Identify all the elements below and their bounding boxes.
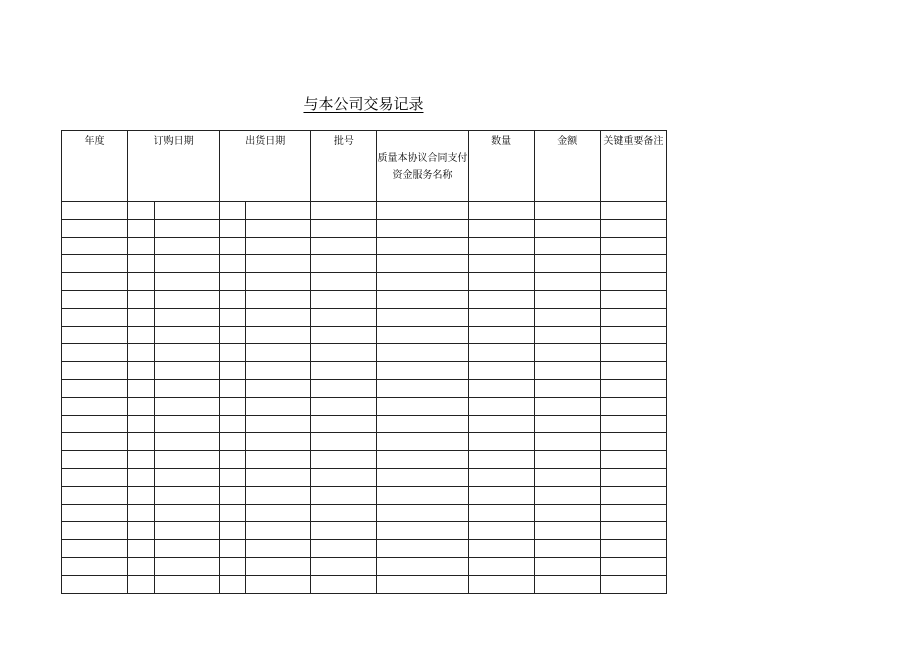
cell-batch-no [311, 219, 377, 237]
cell-order-date-b [155, 415, 220, 433]
cell-remarks [600, 202, 666, 220]
cell-quantity [468, 273, 534, 291]
cell-quantity [468, 237, 534, 255]
table-row [62, 522, 667, 540]
cell-ship-date-b [246, 379, 311, 397]
document-title [0, 95, 727, 113]
table-row [62, 344, 667, 362]
cell-batch-no [311, 290, 377, 308]
table-row [62, 451, 667, 469]
cell-name [377, 290, 468, 308]
header-ship-date-label: 出货日期 [245, 136, 286, 147]
cell-order-date-a [128, 219, 155, 237]
cell-year [62, 273, 128, 291]
cell-name [377, 202, 468, 220]
cell-ship-date-b [246, 415, 311, 433]
cell-ship-date-a [220, 326, 246, 344]
table-row [62, 397, 667, 415]
cell-order-date-b [155, 575, 220, 593]
cell-order-date-b [155, 504, 220, 522]
table-row [62, 379, 667, 397]
cell-ship-date-b [246, 237, 311, 255]
cell-remarks [600, 522, 666, 540]
cell-order-date-b [155, 237, 220, 255]
cell-amount [534, 522, 600, 540]
cell-year [62, 433, 128, 451]
cell-order-date-b [155, 540, 220, 558]
cell-amount [534, 451, 600, 469]
cell-batch-no [311, 379, 377, 397]
cell-quantity [468, 557, 534, 575]
table-row [62, 290, 667, 308]
cell-quantity [468, 397, 534, 415]
cell-order-date-b [155, 522, 220, 540]
table-row [62, 326, 667, 344]
header-ship-date [220, 131, 311, 202]
cell-ship-date-a [220, 397, 246, 415]
header-batch-no-label: 批号 [333, 136, 354, 147]
cell-name [377, 415, 468, 433]
header-year [62, 131, 128, 202]
cell-order-date-a [128, 486, 155, 504]
cell-year [62, 379, 128, 397]
table-row [62, 468, 667, 486]
cell-quantity [468, 202, 534, 220]
cell-name [377, 237, 468, 255]
cell-order-date-a [128, 468, 155, 486]
cell-order-date-a [128, 522, 155, 540]
cell-order-date-a [128, 557, 155, 575]
cell-quantity [468, 575, 534, 593]
cell-remarks [600, 308, 666, 326]
cell-ship-date-b [246, 273, 311, 291]
table-row [62, 202, 667, 220]
cell-order-date-b [155, 308, 220, 326]
cell-order-date-a [128, 451, 155, 469]
cell-year [62, 468, 128, 486]
cell-order-date-a [128, 540, 155, 558]
cell-quantity [468, 504, 534, 522]
table-row [62, 237, 667, 255]
cell-order-date-a [128, 308, 155, 326]
cell-order-date-b [155, 486, 220, 504]
cell-remarks [600, 433, 666, 451]
table-row [62, 415, 667, 433]
cell-year [62, 290, 128, 308]
cell-batch-no [311, 433, 377, 451]
cell-ship-date-b [246, 486, 311, 504]
cell-year [62, 540, 128, 558]
cell-order-date-b [155, 379, 220, 397]
cell-order-date-a [128, 237, 155, 255]
cell-remarks [600, 273, 666, 291]
cell-ship-date-a [220, 540, 246, 558]
cell-order-date-b [155, 397, 220, 415]
cell-batch-no [311, 540, 377, 558]
cell-batch-no [311, 557, 377, 575]
header-name-label: 质量本协议合同支付资金服务名称 [377, 153, 468, 181]
cell-batch-no [311, 344, 377, 362]
cell-name [377, 468, 468, 486]
cell-ship-date-a [220, 237, 246, 255]
cell-amount [534, 273, 600, 291]
cell-year [62, 219, 128, 237]
cell-batch-no [311, 237, 377, 255]
table-row [62, 504, 667, 522]
cell-ship-date-a [220, 486, 246, 504]
cell-amount [534, 379, 600, 397]
cell-quantity [468, 290, 534, 308]
cell-quantity [468, 255, 534, 273]
cell-ship-date-b [246, 344, 311, 362]
table-row [62, 273, 667, 291]
cell-batch-no [311, 522, 377, 540]
cell-remarks [600, 468, 666, 486]
cell-name [377, 522, 468, 540]
table-row [62, 255, 667, 273]
cell-year [62, 522, 128, 540]
cell-batch-no [311, 326, 377, 344]
cell-ship-date-b [246, 255, 311, 273]
cell-quantity [468, 451, 534, 469]
cell-ship-date-b [246, 540, 311, 558]
cell-order-date-a [128, 202, 155, 220]
cell-order-date-a [128, 504, 155, 522]
cell-order-date-a [128, 415, 155, 433]
cell-quantity [468, 522, 534, 540]
cell-name [377, 326, 468, 344]
cell-order-date-b [155, 290, 220, 308]
cell-ship-date-a [220, 290, 246, 308]
cell-amount [534, 255, 600, 273]
cell-order-date-a [128, 362, 155, 380]
cell-batch-no [311, 362, 377, 380]
cell-amount [534, 575, 600, 593]
cell-batch-no [311, 273, 377, 291]
cell-name [377, 575, 468, 593]
cell-batch-no [311, 397, 377, 415]
header-amount-label: 金额 [557, 136, 578, 147]
cell-order-date-a [128, 575, 155, 593]
cell-quantity [468, 362, 534, 380]
cell-quantity [468, 486, 534, 504]
cell-ship-date-a [220, 433, 246, 451]
cell-name [377, 308, 468, 326]
cell-remarks [600, 255, 666, 273]
cell-amount [534, 504, 600, 522]
cell-quantity [468, 308, 534, 326]
cell-ship-date-a [220, 415, 246, 433]
cell-amount [534, 290, 600, 308]
cell-remarks [600, 504, 666, 522]
cell-name [377, 273, 468, 291]
cell-name [377, 557, 468, 575]
header-quantity-label: 数量 [491, 136, 512, 147]
cell-ship-date-a [220, 468, 246, 486]
cell-remarks [600, 415, 666, 433]
cell-ship-date-b [246, 397, 311, 415]
cell-name [377, 255, 468, 273]
table-body [62, 202, 667, 594]
cell-order-date-b [155, 219, 220, 237]
cell-ship-date-a [220, 451, 246, 469]
cell-year [62, 504, 128, 522]
cell-order-date-a [128, 273, 155, 291]
cell-year [62, 575, 128, 593]
cell-quantity [468, 540, 534, 558]
cell-amount [534, 326, 600, 344]
cell-amount [534, 202, 600, 220]
table-row [62, 219, 667, 237]
cell-ship-date-a [220, 255, 246, 273]
cell-ship-date-a [220, 522, 246, 540]
cell-year [62, 237, 128, 255]
header-order-date-label: 订购日期 [153, 136, 194, 147]
cell-ship-date-a [220, 504, 246, 522]
cell-quantity [468, 468, 534, 486]
cell-ship-date-a [220, 362, 246, 380]
cell-amount [534, 468, 600, 486]
cell-remarks [600, 290, 666, 308]
header-amount [534, 131, 600, 202]
cell-name [377, 433, 468, 451]
cell-year [62, 202, 128, 220]
cell-order-date-a [128, 290, 155, 308]
cell-remarks [600, 379, 666, 397]
cell-year [62, 486, 128, 504]
cell-order-date-b [155, 344, 220, 362]
cell-order-date-b [155, 362, 220, 380]
cell-year [62, 557, 128, 575]
cell-amount [534, 219, 600, 237]
cell-ship-date-a [220, 557, 246, 575]
cell-ship-date-b [246, 468, 311, 486]
cell-name [377, 379, 468, 397]
cell-order-date-b [155, 557, 220, 575]
header-year-label: 年度 [84, 136, 105, 147]
cell-order-date-a [128, 326, 155, 344]
cell-amount [534, 237, 600, 255]
cell-order-date-b [155, 273, 220, 291]
header-batch-no [311, 131, 377, 202]
cell-amount [534, 540, 600, 558]
cell-name [377, 540, 468, 558]
header-row [62, 131, 667, 202]
cell-order-date-a [128, 397, 155, 415]
cell-name [377, 504, 468, 522]
cell-ship-date-a [220, 308, 246, 326]
header-quantity [468, 131, 534, 202]
cell-year [62, 397, 128, 415]
cell-quantity [468, 415, 534, 433]
cell-remarks [600, 237, 666, 255]
cell-year [62, 255, 128, 273]
table-row [62, 486, 667, 504]
cell-remarks [600, 397, 666, 415]
cell-name [377, 486, 468, 504]
cell-ship-date-b [246, 557, 311, 575]
cell-order-date-b [155, 326, 220, 344]
cell-ship-date-a [220, 344, 246, 362]
cell-order-date-b [155, 255, 220, 273]
cell-batch-no [311, 202, 377, 220]
cell-ship-date-b [246, 433, 311, 451]
cell-ship-date-b [246, 575, 311, 593]
cell-name [377, 219, 468, 237]
cell-order-date-a [128, 379, 155, 397]
cell-name [377, 344, 468, 362]
cell-batch-no [311, 575, 377, 593]
cell-amount [534, 397, 600, 415]
cell-ship-date-b [246, 362, 311, 380]
cell-remarks [600, 344, 666, 362]
cell-remarks [600, 451, 666, 469]
header-remarks [600, 131, 666, 202]
cell-order-date-a [128, 433, 155, 451]
cell-year [62, 362, 128, 380]
header-remarks-label: 关键重要备注 [603, 136, 664, 147]
cell-remarks [600, 219, 666, 237]
cell-year [62, 451, 128, 469]
cell-amount [534, 362, 600, 380]
cell-name [377, 362, 468, 380]
cell-ship-date-b [246, 219, 311, 237]
cell-remarks [600, 486, 666, 504]
cell-remarks [600, 326, 666, 344]
cell-year [62, 326, 128, 344]
cell-batch-no [311, 451, 377, 469]
cell-ship-date-a [220, 575, 246, 593]
table-row [62, 557, 667, 575]
cell-amount [534, 344, 600, 362]
cell-amount [534, 308, 600, 326]
table-row [62, 540, 667, 558]
cell-ship-date-a [220, 379, 246, 397]
cell-amount [534, 433, 600, 451]
cell-ship-date-a [220, 202, 246, 220]
cell-quantity [468, 219, 534, 237]
cell-remarks [600, 540, 666, 558]
cell-amount [534, 486, 600, 504]
cell-name [377, 451, 468, 469]
cell-quantity [468, 326, 534, 344]
header-name [377, 131, 468, 202]
cell-ship-date-b [246, 522, 311, 540]
cell-batch-no [311, 308, 377, 326]
cell-ship-date-b [246, 451, 311, 469]
cell-quantity [468, 379, 534, 397]
cell-quantity [468, 344, 534, 362]
cell-amount [534, 557, 600, 575]
transaction-record-table [61, 130, 667, 594]
cell-order-date-b [155, 468, 220, 486]
table-row [62, 362, 667, 380]
cell-ship-date-b [246, 326, 311, 344]
cell-order-date-a [128, 344, 155, 362]
cell-order-date-b [155, 433, 220, 451]
cell-ship-date-b [246, 290, 311, 308]
cell-ship-date-a [220, 219, 246, 237]
cell-order-date-b [155, 202, 220, 220]
table-row [62, 308, 667, 326]
cell-year [62, 344, 128, 362]
cell-ship-date-b [246, 504, 311, 522]
cell-ship-date-b [246, 202, 311, 220]
header-order-date [128, 131, 220, 202]
cell-batch-no [311, 468, 377, 486]
cell-order-date-a [128, 255, 155, 273]
cell-batch-no [311, 415, 377, 433]
cell-order-date-b [155, 451, 220, 469]
cell-amount [534, 415, 600, 433]
cell-remarks [600, 362, 666, 380]
document-title-text: 与本公司交易记录 [303, 95, 424, 113]
table-row [62, 433, 667, 451]
cell-quantity [468, 433, 534, 451]
table-row [62, 575, 667, 593]
cell-batch-no [311, 255, 377, 273]
cell-year [62, 308, 128, 326]
cell-ship-date-a [220, 273, 246, 291]
cell-batch-no [311, 486, 377, 504]
cell-name [377, 397, 468, 415]
cell-remarks [600, 557, 666, 575]
cell-remarks [600, 575, 666, 593]
cell-ship-date-b [246, 308, 311, 326]
cell-batch-no [311, 504, 377, 522]
cell-year [62, 415, 128, 433]
